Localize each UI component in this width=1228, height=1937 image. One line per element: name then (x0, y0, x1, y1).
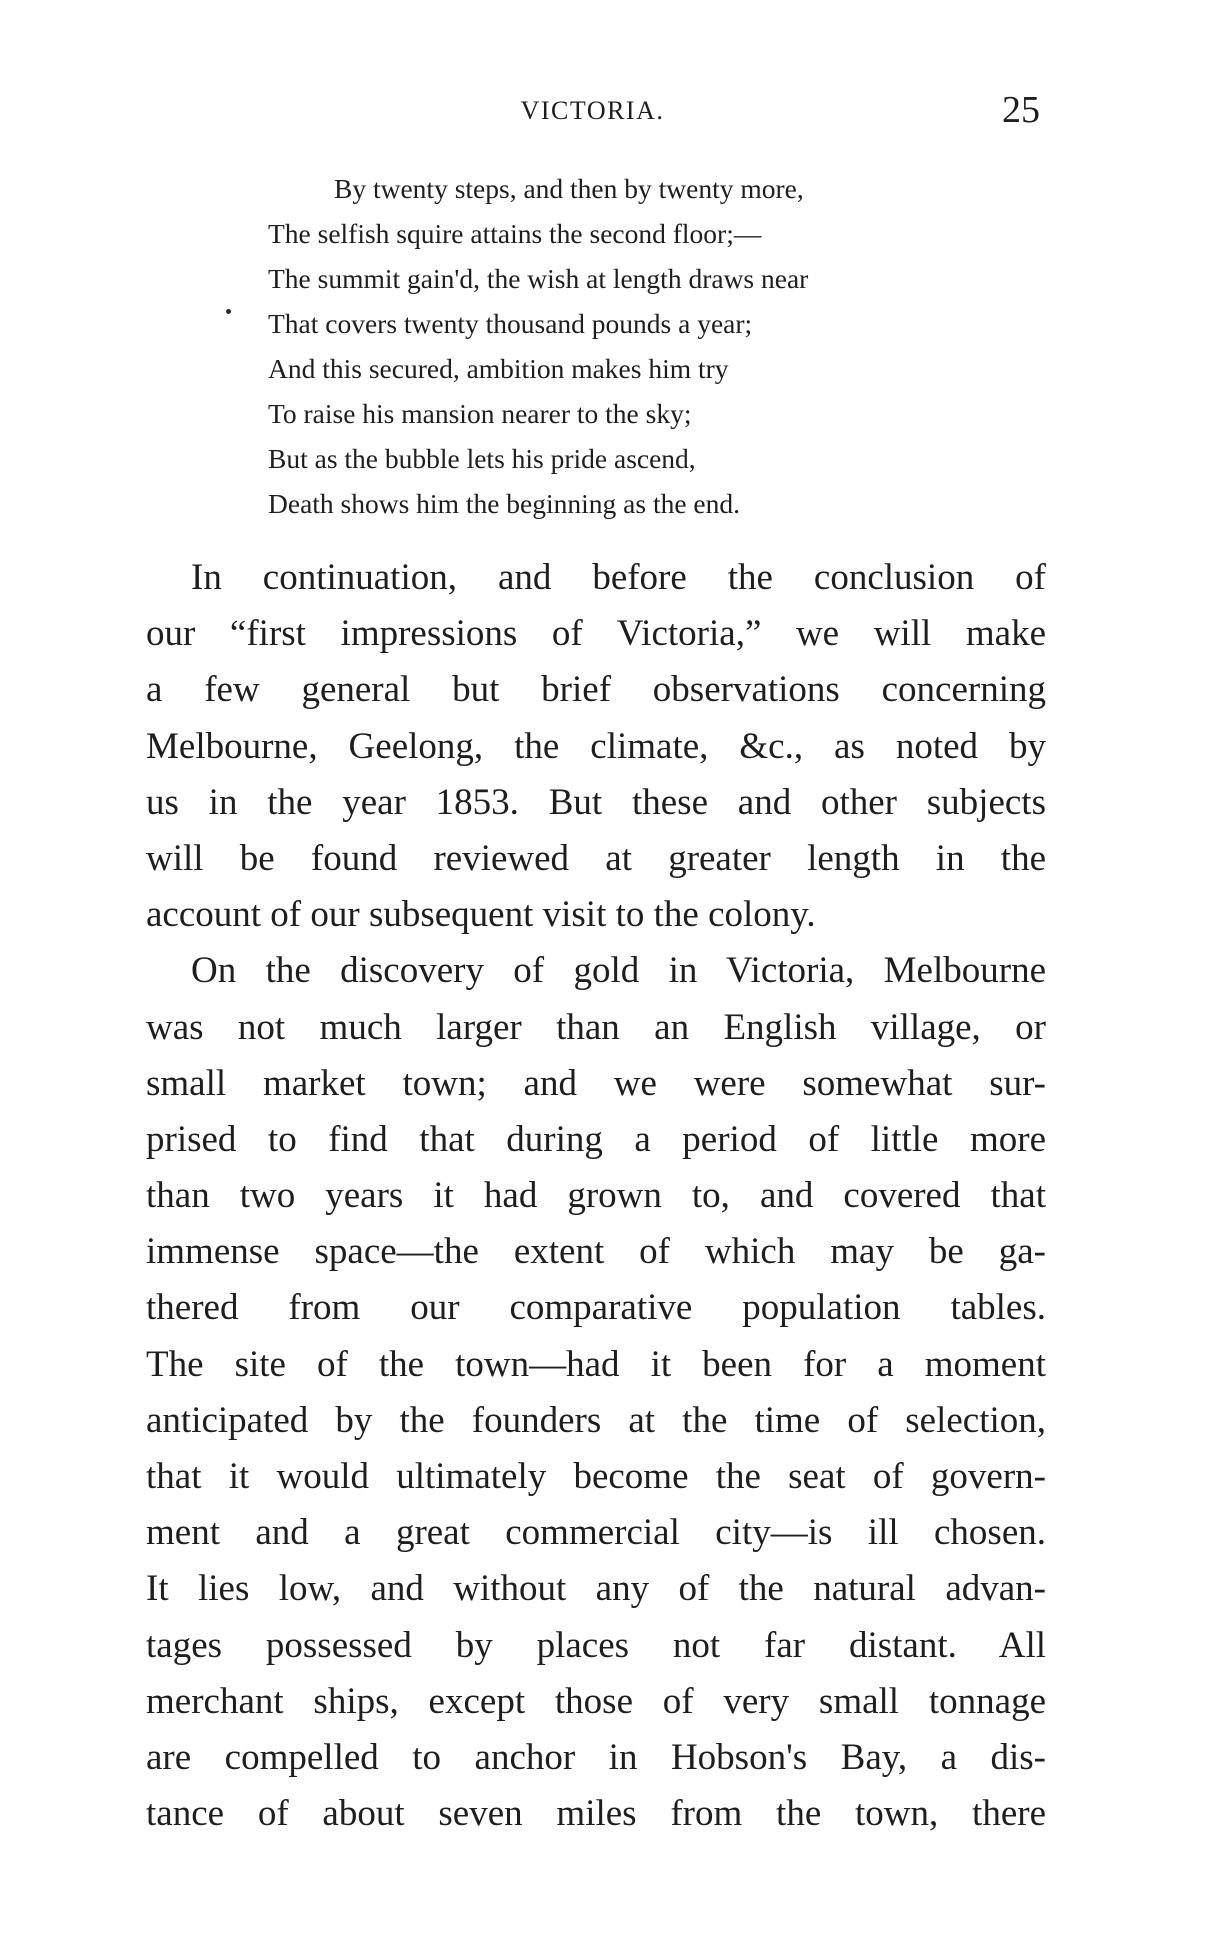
text-line: merchant ships, except those of very small tonnage (146, 1680, 1046, 1722)
text-line: a few general but brief observations concerning (146, 669, 1046, 711)
poem-line: To raise his mansion nearer to the sky; (268, 398, 692, 429)
poem-line: But as the bubble lets his pride ascend, (268, 443, 696, 474)
text-line: us in the year 1853. But these and other subjects (146, 781, 1046, 823)
ink-speck (226, 309, 231, 314)
text-line: are compelled to anchor in Hobson's Bay, a dis- (146, 1736, 1046, 1778)
text-line: On the discovery of gold in Victoria, Melbourne (191, 950, 1046, 992)
text-line: tages possessed by places not far distant. All (146, 1624, 1046, 1666)
text-line: will be found reviewed at greater length in the (146, 837, 1046, 879)
page-number: 25 (1002, 89, 1040, 131)
text-line: The site of the town—had it been for a moment (146, 1343, 1046, 1385)
text-line: account of our subsequent visit to the colony. (146, 894, 816, 936)
text-line: small market town; and we were somewhat sur- (146, 1062, 1046, 1104)
poem-line: Death shows him the beginning as the end. (268, 488, 740, 519)
text-line: In continuation, and before the conclusion of (191, 557, 1046, 598)
running-title: VICTORIA. (520, 96, 665, 125)
text-line: ment and a great commercial city—is ill chosen. (146, 1512, 1046, 1554)
body-text (146, 550, 1046, 1842)
text-line: than two years it had grown to, and covered that (146, 1175, 1046, 1217)
text-line: Melbourne, Geelong, the climate, &c., as noted by (146, 725, 1046, 767)
poem-line: And this secured, ambition makes him try (268, 353, 729, 384)
paragraph-gold-discovery (146, 943, 1046, 1842)
poem-line: The selfish squire attains the second floor;— (268, 218, 762, 249)
paragraph-continuation (146, 550, 1046, 943)
poem-line: By twenty steps, and then by twenty more, (334, 173, 804, 204)
poem-line: That covers twenty thousand pounds a year; (268, 308, 753, 339)
text-line: It lies low, and without any of the natural advan- (146, 1568, 1046, 1610)
poem-line: The summit gain'd, the wish at length draws near (268, 263, 809, 294)
text-line: tance of about seven miles from the town, there (146, 1793, 1046, 1835)
text-line: that it would ultimately become the seat of govern- (146, 1456, 1046, 1497)
text-line: our “first impressions of Victoria,” we will make (146, 613, 1046, 655)
poem-stanza (268, 166, 968, 526)
text-line: was not much larger than an English village, or (146, 1006, 1046, 1048)
text-line: prised to find that during a period of little more (146, 1118, 1046, 1160)
text-line: thered from our comparative population tables. (146, 1287, 1046, 1329)
running-head (145, 88, 1040, 132)
text-line: anticipated by the founders at the time of selection, (146, 1399, 1046, 1441)
text-line: immense space—the extent of which may be ga- (146, 1231, 1046, 1273)
